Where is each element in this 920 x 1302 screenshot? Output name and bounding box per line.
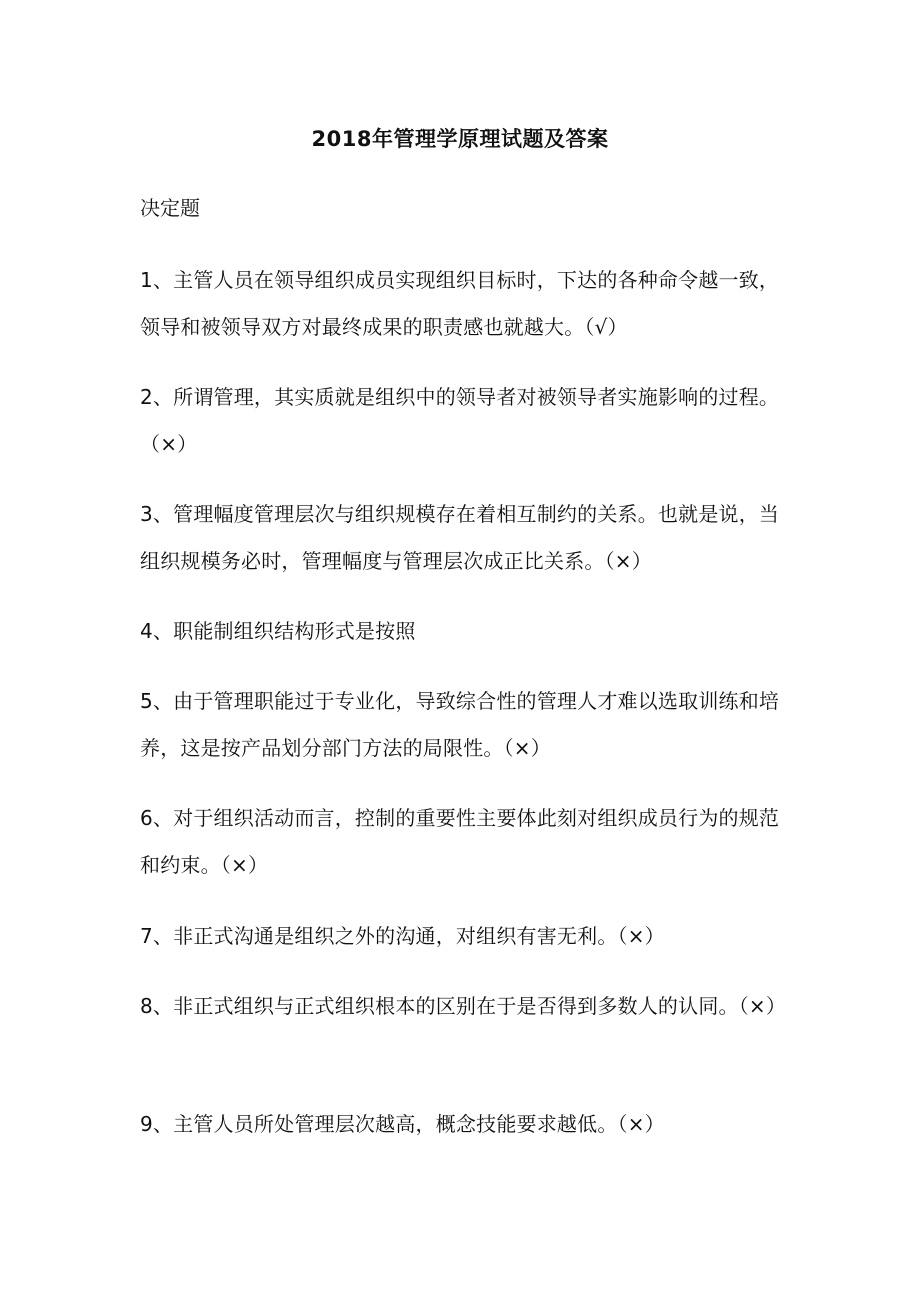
question-4: 4、职能制组织结构形式是按照 — [140, 619, 416, 643]
question-9: 9、主管人员所处管理层次越高，概念技能要求越低。（×） — [140, 1112, 665, 1136]
question-2: 2、所谓管理，其实质就是组织中的领导者对被领导者实施影响的过程。（×） — [140, 385, 780, 456]
question-8: 8、非正式组织与正式组织根本的区别在于是否得到多数人的认同。（×） — [140, 994, 787, 1018]
question-5: 5、由于管理职能过于专业化，导致综合性的管理人才难以选取训练和培养，这是按产品划分部门方法的局限性。（×） — [140, 689, 780, 760]
question-7: 7、非正式沟通是组织之外的沟通，对组织有害无利。（×） — [140, 924, 665, 948]
document-title: 2018年管理学原理试题及答案 — [311, 127, 609, 151]
question-6: 6、对于组织活动而言，控制的重要性主要体此刻对组织成员行为的规范和约束。（×） — [140, 806, 780, 877]
question-3: 3、管理幅度管理层次与组织规模存在着相互制约的关系。也就是说，当组织规模务必时，管理幅度与管理层次成正比关系。（×） — [140, 502, 780, 573]
section-heading: 决定题 — [140, 196, 200, 220]
question-1: 1、主管人员在领导组织成员实现组织目标时，下达的各种命令越一致，领导和被领导双方对最终成果的职责感也就越大。（√） — [140, 268, 780, 339]
